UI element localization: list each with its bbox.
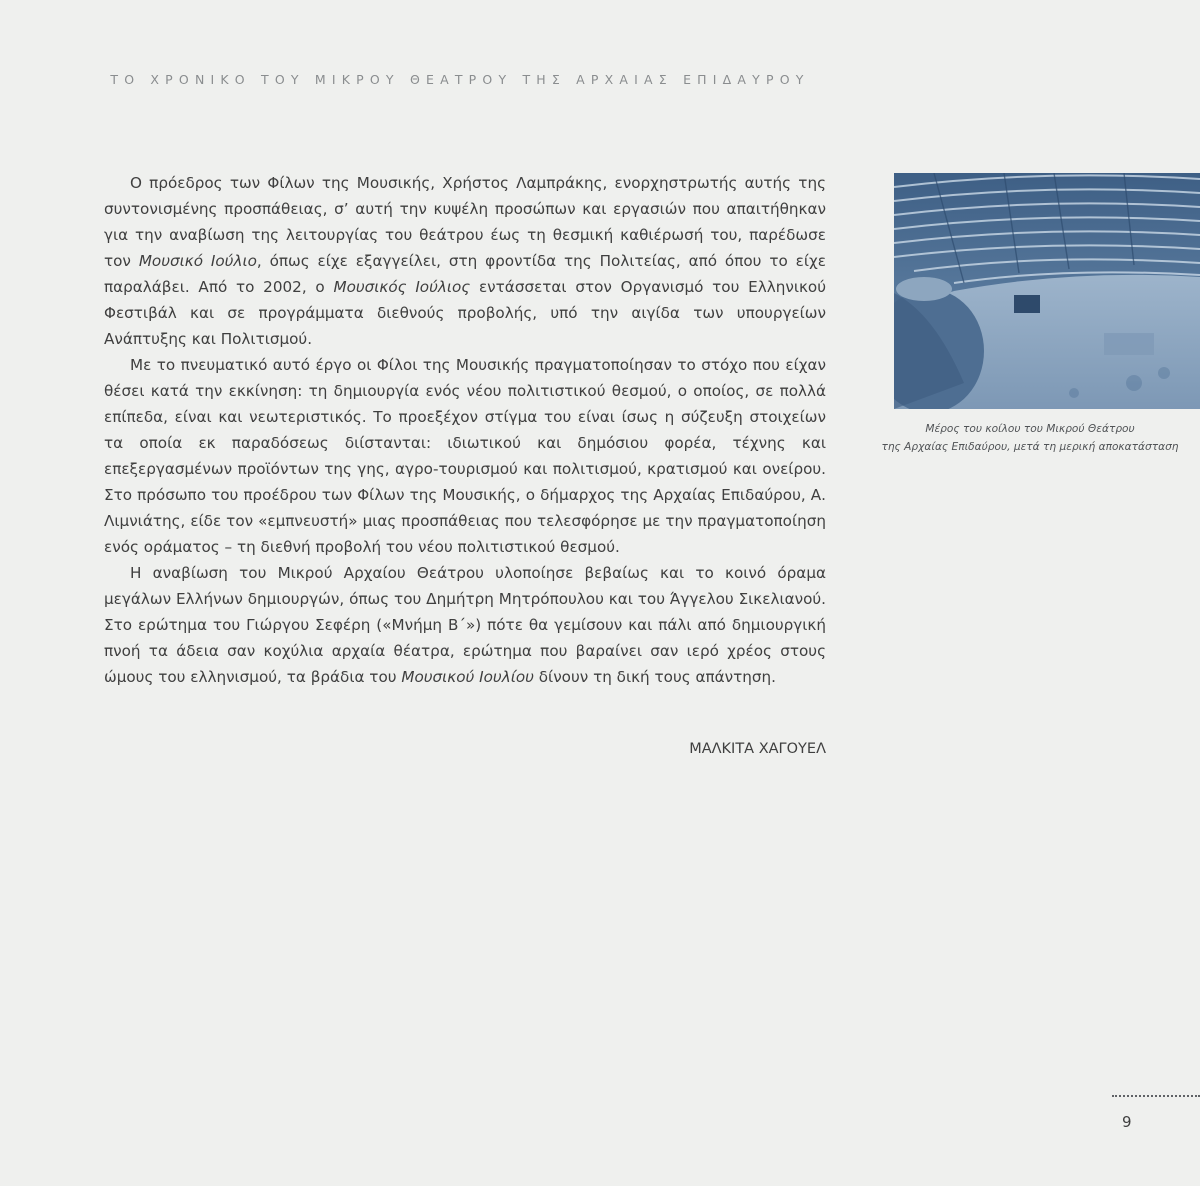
- paragraph-3: Η αναβίωση του Μικρού Αρχαίου Θεάτρου υλοποίησε βεβαίως και το κοινό όραμα μεγάλων Ελλήνων δημιουργών, όπως του Δημήτρη Μητρόπουλου και του Άγγελου Σικελιανού. Στο ερώτημα του Γιώργου Σεφέρη («Μνήμη Β΄») πότε θα γεμίσουν και πάλι από δημιουργική πνοή τα άδεια σαν κοχύλια αρχαία θέατρα, ερώτημα που βαραίνει σαν ιερό χρέος στους ώμους του ελληνισμού, τα βράδια του Μουσικού Ιουλίου δίνουν τη δική τους απάντηση.: [104, 564, 826, 686]
- caption-line-2: της Αρχαίας Επιδαύρου, μετά τη μερική αποκατάσταση: [881, 441, 1179, 453]
- page-number: 9: [1122, 1113, 1132, 1131]
- theatre-photo: [894, 173, 1200, 409]
- caption-line-1: Μέρος του κοίλου του Μικρού Θεάτρου: [925, 423, 1135, 435]
- paragraph-2: Με το πνευματικό αυτό έργο οι Φίλοι της Μουσικής πραγματοποίησαν το στόχο που είχαν θέσει κατά την εκκίνηση: τη δημιουργία ενός νέου πολιτιστικού θεσμού, ο οποίος, σε πολλά επίπεδα, είναι και νεωτεριστικός. Το προεξέχον στίγμα του είναι ίσως η σύζευξη στοιχείων τα οποία εκ παραδόσεως διίστανται: ιδιωτικού και δημόσιου φορέα, τέχνης και επεξεργασμένων προϊόντων της γης, αγρο-τουρισμού και πολιτισμού, κρατισμού και ονείρου. Στο πρόσωπο του προέδρου των Φίλων της Μουσικής, ο δήμαρχος της Αρχαίας Επιδαύρου, Α. Λιμνιάτης, είδε τον «εμπνευστή» μιας προσπάθειας που τελεσφόρησε με την πραγματοποίηση ενός οράματος – τη διεθνή προβολή του νέου πολιτιστικού θεσμού.: [104, 356, 826, 556]
- photo-caption: [870, 420, 1190, 456]
- running-header: ΤΟ ΧΡΟΝΙΚΟ ΤΟΥ ΜΙΚΡΟΥ ΘΕΑΤΡΟΥ ΤΗΣ ΑΡΧΑΙΑΣ ΕΠΙΔΑΥΡΟΥ: [110, 72, 810, 87]
- main-text: [104, 170, 826, 690]
- footer-dotted-rule: [1112, 1095, 1200, 1097]
- author-signature: ΜΑΛΚΙΤΑ ΧΑΓΟΥΕΛ: [689, 741, 826, 757]
- paragraph-1: Ο πρόεδρος των Φίλων της Μουσικής, Χρήστος Λαμπράκης, ενορχηστρωτής αυτής της συντονισμένης προσπάθειας, σ’ αυτή την κυψέλη προσώπων και εργασιών που απαιτήθηκαν για την αναβίωση της λειτουργίας του θεάτρου έως τη θεσμική καθιέρωσή του, παρέδωσε τον Μουσικό Ιούλιο, όπως είχε εξαγγείλει, στη φροντίδα της Πολιτείας, από όπου το είχε παραλάβει. Από το 2002, ο Μουσικός Ιούλιος εντάσσεται στον Οργανισμό του Ελληνικού Φεστιβάλ και σε προγράμματα διεθνούς προβολής, υπό την αιγίδα των υπουργείων Ανάπτυξης και Πολιτισμού.: [104, 174, 826, 348]
